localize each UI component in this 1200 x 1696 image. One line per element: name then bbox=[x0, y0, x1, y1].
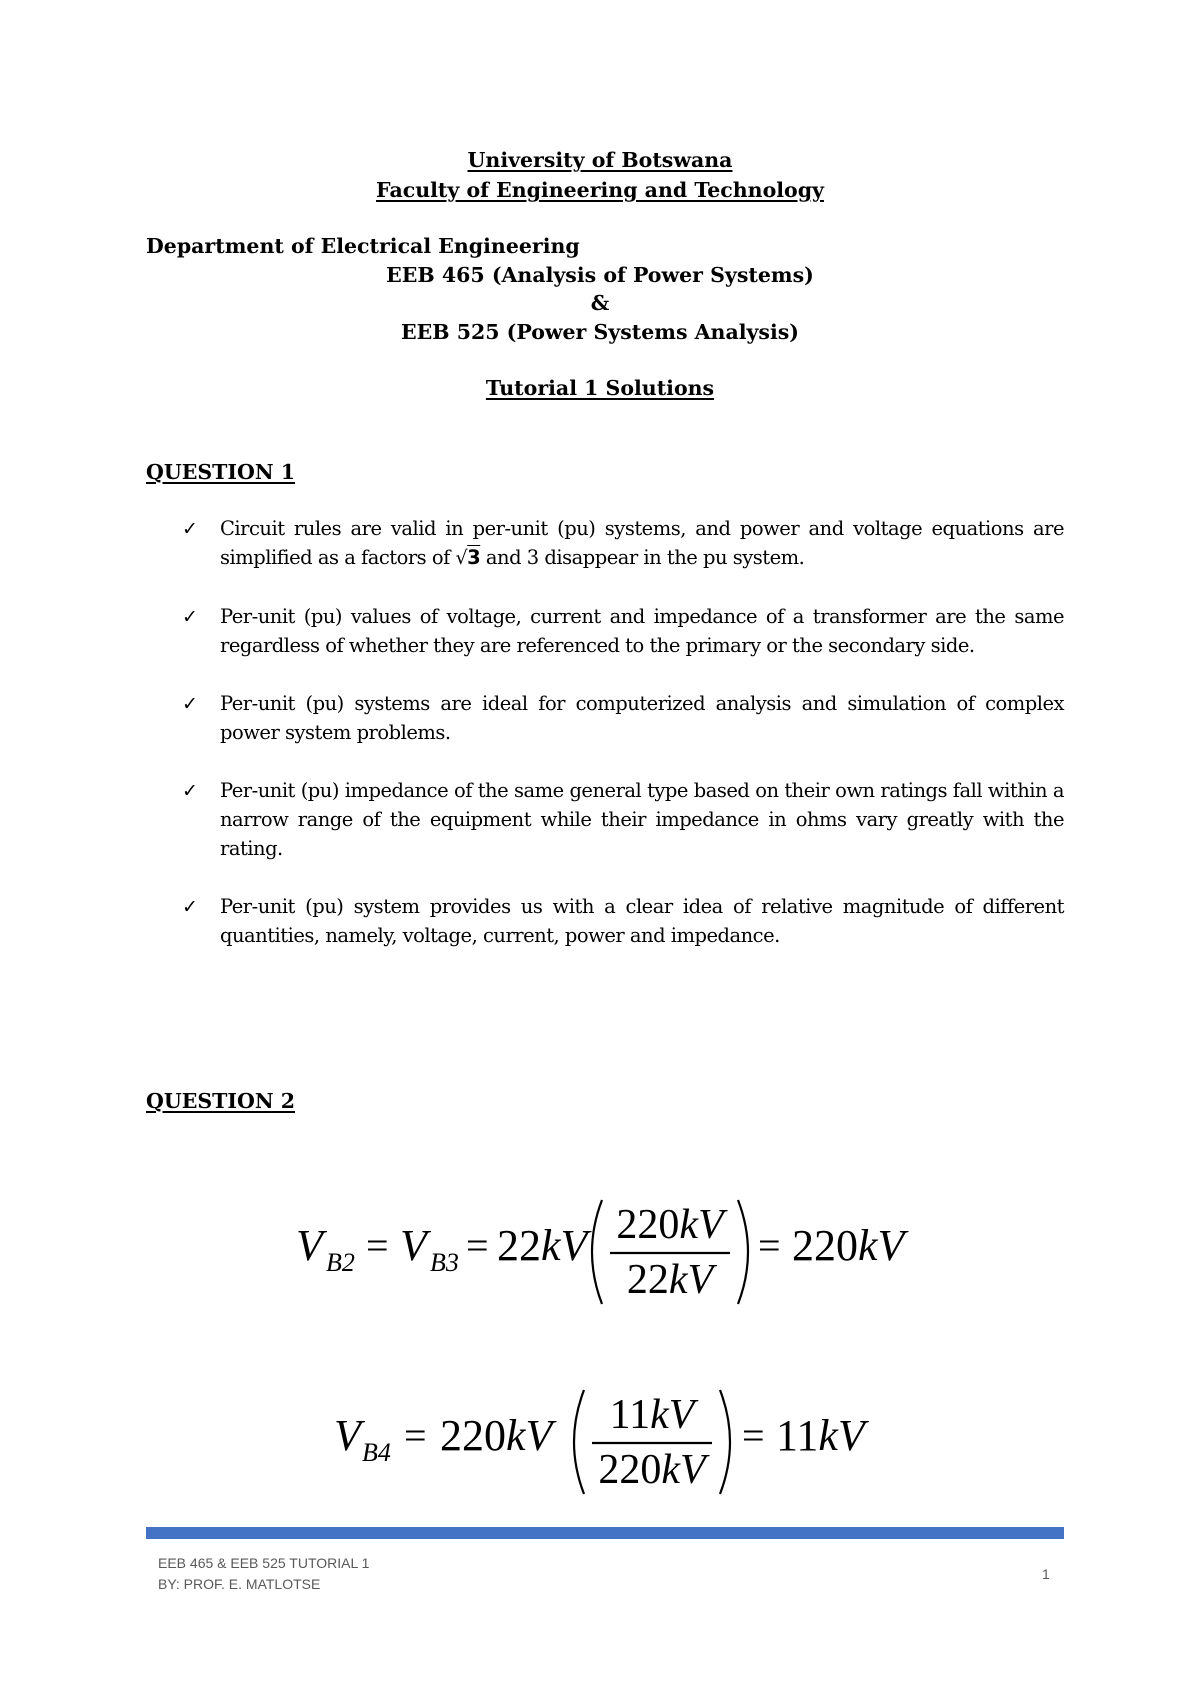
check-icon: ✓ bbox=[182, 518, 198, 540]
eq1-base: 22kV bbox=[497, 1221, 588, 1270]
eq2-denominator: 220kV bbox=[598, 1447, 706, 1493]
course-ampersand: & bbox=[590, 291, 610, 315]
check-icon: ✓ bbox=[182, 693, 198, 715]
eq2-result: 11kV bbox=[776, 1411, 865, 1460]
bullet-text: Per-unit (pu) values of voltage, current and impedance of a transformer are the same regardless of whether they are referenced to the primary or the secondary side. bbox=[220, 605, 1064, 657]
eq2-sub-b4: B4 bbox=[362, 1438, 391, 1467]
page-number: 1 bbox=[1042, 1566, 1050, 1582]
bullet-text: Circuit rules are valid in per-unit (pu) systems, and power and voltage equations are simplified as a factors of √3 and 3 disappear in the pu system. bbox=[220, 517, 1064, 569]
bullet-text: Per-unit (pu) systems are ideal for computerized analysis and simulation of complex power system problems. bbox=[220, 692, 1064, 744]
check-icon: ✓ bbox=[182, 606, 198, 628]
list-item bbox=[146, 689, 1064, 747]
question-2-title: QUESTION 2 bbox=[146, 1089, 296, 1113]
footer-divider bbox=[146, 1527, 1064, 1539]
eq1-sub-b2: B2 bbox=[326, 1248, 355, 1277]
faculty-name: Faculty of Engineering and Technology bbox=[376, 178, 824, 202]
department-name: Department of Electrical Engineering bbox=[146, 234, 580, 258]
list-item bbox=[146, 602, 1064, 660]
bullet-text: Per-unit (pu) impedance of the same general type based on their own ratings fall within a narrow range of the equipment while their impedance in ohms vary greatly with the rating. bbox=[220, 779, 1064, 860]
footer-author: BY: PROF. E. MATLOTSE bbox=[158, 1576, 321, 1592]
eq1-equals-1: = bbox=[366, 1223, 389, 1268]
course-eeb465: EEB 465 (Analysis of Power Systems) bbox=[386, 263, 814, 287]
sqrt-symbol: √ bbox=[455, 547, 468, 569]
eq1-v2: V bbox=[400, 1221, 427, 1270]
course-eeb525: EEB 525 (Power Systems Analysis) bbox=[400, 320, 799, 344]
eq1-denominator: 22kV bbox=[626, 1257, 714, 1303]
list-item bbox=[146, 776, 1064, 863]
check-icon: ✓ bbox=[182, 896, 198, 918]
list-item bbox=[146, 514, 1064, 573]
eq2-equals-1: = bbox=[404, 1413, 427, 1458]
sqrt-argument: 3 bbox=[467, 546, 481, 569]
eq2-numerator: 11kV bbox=[609, 1392, 695, 1438]
university-name: University of Botswana bbox=[467, 148, 733, 172]
eq1-sub-b3: B3 bbox=[430, 1248, 459, 1277]
eq1-numerator: 220kV bbox=[616, 1202, 724, 1248]
eq1-result: 220kV bbox=[792, 1221, 905, 1270]
question-1-bullet-list bbox=[146, 514, 1064, 979]
eq2-equals-2: = bbox=[742, 1413, 765, 1458]
question-1-title: QUESTION 1 bbox=[146, 460, 296, 484]
tutorial-title: Tutorial 1 Solutions bbox=[485, 376, 715, 400]
eq2-base: 220kV bbox=[440, 1411, 553, 1460]
list-item bbox=[146, 892, 1064, 950]
eq1-equals-3: = bbox=[758, 1223, 781, 1268]
check-icon: ✓ bbox=[182, 780, 198, 802]
eq2-v: V bbox=[334, 1411, 361, 1460]
bullet-text: Per-unit (pu) system provides us with a clear idea of relative magnitude of different quantities, namely, voltage, current, power and impedance. bbox=[220, 895, 1064, 947]
eq1-v: V bbox=[296, 1221, 323, 1270]
eq1-equals-2: = bbox=[466, 1223, 489, 1268]
footer-course: EEB 465 & EEB 525 TUTORIAL 1 bbox=[158, 1555, 370, 1571]
